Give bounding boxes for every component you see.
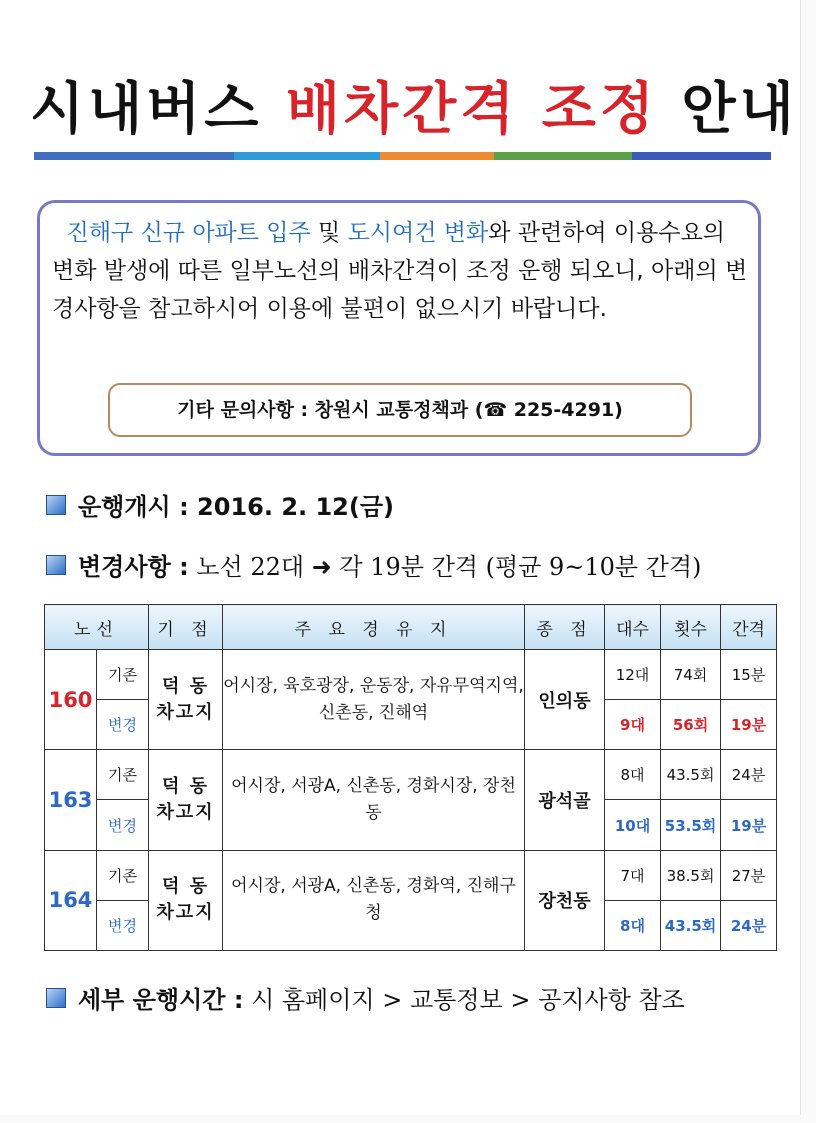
header-buses: 대수 <box>605 605 661 650</box>
notice-text-1: 및 <box>310 220 348 246</box>
row-kind-after: 변경 <box>97 800 149 850</box>
route-number: 160 <box>45 650 97 750</box>
start-point: 덕 동 차고지 <box>149 650 223 750</box>
table-row <box>45 650 777 700</box>
interval-after: 19분 <box>721 700 777 750</box>
square-bullet-icon <box>46 555 66 575</box>
header-end: 종 점 <box>525 605 605 650</box>
interval-before: 24분 <box>721 750 777 800</box>
title-underline-bar <box>34 152 771 160</box>
header-interval: 간격 <box>721 605 777 650</box>
via-stops: 어시장, 서광A, 신촌동, 경화역, 진해구청 <box>223 850 525 950</box>
row-kind-after: 변경 <box>97 700 149 750</box>
buses-before: 7대 <box>605 850 661 900</box>
detail-text: 시 홈페이지 > 교통정보 > 공지사항 참조 <box>251 986 685 1014</box>
trips-before: 74회 <box>661 650 721 700</box>
bar-segment <box>632 152 771 160</box>
contact-box: 기타 문의사항 : 창원시 교통정책과 (☎ 225-4291) <box>108 383 692 437</box>
trips-after: 53.5회 <box>661 800 721 850</box>
start-point: 덕 동 차고지 <box>149 850 223 950</box>
detail-line <box>78 980 685 1015</box>
notice-text-2: 와 관련하여 이용수요의 변화 발생에 따른 일부노선의 배차간격이 조정 운행 되오니, 아래의 변경사항을 참고하시어 이용에 불편이 없으시기 바랍니다. <box>52 220 748 322</box>
changes-text: 노선 22대 ➜ 각 19분 간격 (평균 9~10분 간격) <box>196 553 702 581</box>
end-point: 장천동 <box>525 850 605 950</box>
route-table <box>44 604 777 951</box>
service-start-line <box>78 487 394 522</box>
table-row <box>45 750 777 800</box>
notice-highlight-conditions: 도시여건 변화 <box>347 220 489 246</box>
table-row <box>45 850 777 900</box>
buses-after: 9대 <box>605 700 661 750</box>
bar-segment <box>34 152 234 160</box>
square-bullet-icon <box>46 495 66 515</box>
buses-before: 12대 <box>605 650 661 700</box>
route-number: 163 <box>45 750 97 850</box>
bar-segment <box>494 152 632 160</box>
interval-after: 19분 <box>721 800 777 850</box>
row-kind-before: 기존 <box>97 650 149 700</box>
via-stops: 어시장, 서광A, 신촌동, 경화시장, 장천동 <box>223 750 525 850</box>
detail-label: 세부 운행시간 : <box>78 986 244 1014</box>
page-title <box>30 70 798 150</box>
square-bullet-icon <box>46 988 66 1008</box>
title-part1: 시내버스 <box>30 77 263 142</box>
title-part3: 안내 <box>681 77 798 142</box>
title-part2: 배차간격 조정 <box>285 77 658 142</box>
buses-after: 8대 <box>605 900 661 950</box>
header-route: 노선 <box>45 605 149 650</box>
end-point: 광석골 <box>525 750 605 850</box>
row-kind-before: 기존 <box>97 850 149 900</box>
trips-before: 43.5회 <box>661 750 721 800</box>
bar-segment <box>380 152 494 160</box>
buses-before: 8대 <box>605 750 661 800</box>
interval-before: 15분 <box>721 650 777 700</box>
notice-highlight-apartments: 진해구 신규 아파트 입주 <box>66 220 311 246</box>
via-stops: 어시장, 육호광장, 운동장, 자유무역지역, 신촌동, 진해역 <box>223 650 525 750</box>
start-point: 덕 동 차고지 <box>149 750 223 850</box>
bar-segment <box>234 152 380 160</box>
interval-after: 24분 <box>721 900 777 950</box>
trips-before: 38.5회 <box>661 850 721 900</box>
notice-text <box>52 214 752 328</box>
interval-before: 27분 <box>721 850 777 900</box>
row-kind-before: 기존 <box>97 750 149 800</box>
table-header-row <box>45 605 777 650</box>
trips-after: 43.5회 <box>661 900 721 950</box>
header-start: 기 점 <box>149 605 223 650</box>
row-kind-after: 변경 <box>97 900 149 950</box>
end-point: 인의동 <box>525 650 605 750</box>
route-number: 164 <box>45 850 97 950</box>
buses-after: 10대 <box>605 800 661 850</box>
changes-line <box>78 547 701 582</box>
header-trips: 횟수 <box>661 605 721 650</box>
trips-after: 56회 <box>661 700 721 750</box>
header-via: 주 요 경 유 지 <box>223 605 525 650</box>
changes-label: 변경사항 : <box>78 553 189 581</box>
service-start-label: 운행개시 : 2016. 2. 12(금) <box>78 493 395 521</box>
